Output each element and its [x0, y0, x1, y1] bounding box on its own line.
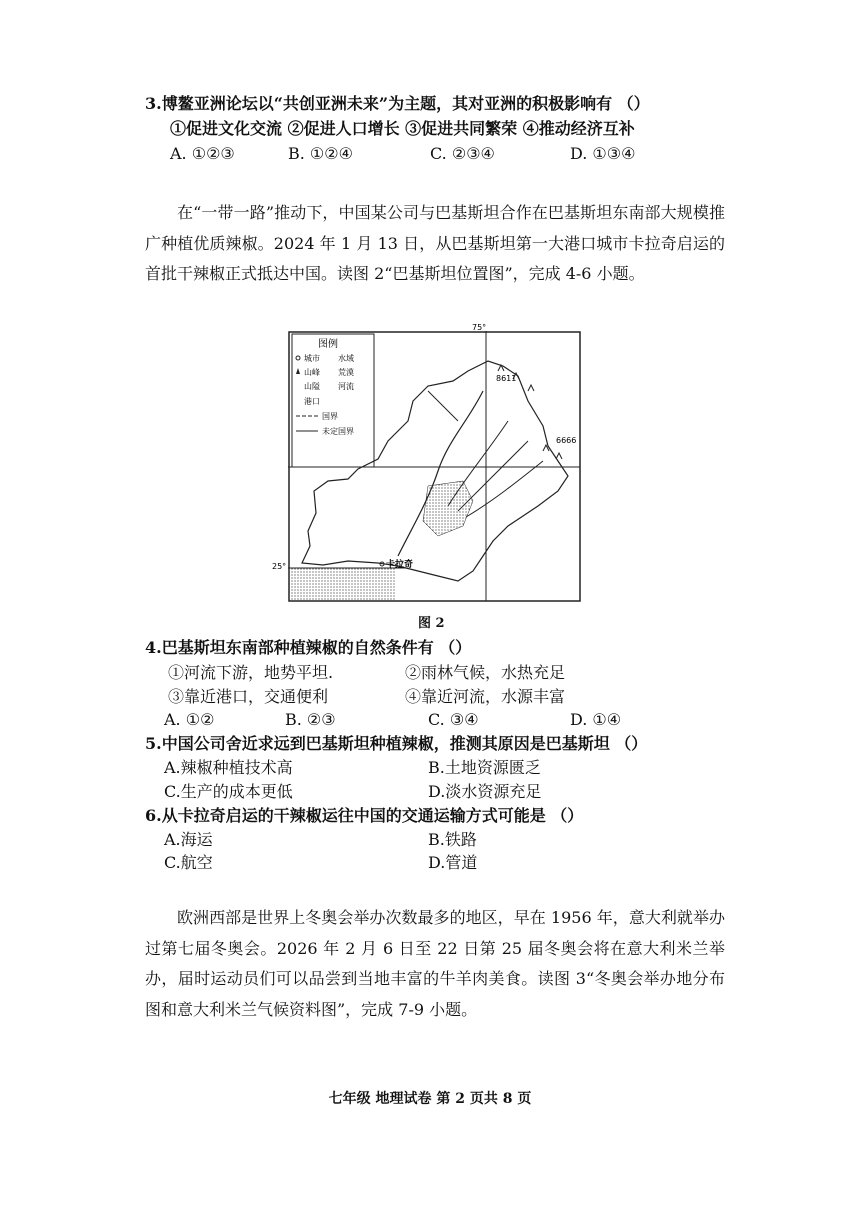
- peak-k2-label: 8611: [496, 374, 517, 383]
- latitude-label: 25°: [272, 562, 287, 571]
- passage-pakistan: 在“一带一路”推动下，中国某公司与巴基斯坦合作在巴基斯坦东南部大规模推广种植优质辣椒。2024 年 1 月 13 日，从巴基斯坦第一大港口城市卡拉奇启运的首批干辣椒正式抵达中国。读图 2“巴基斯坦位置图”，完成 4-6 小题。: [145, 203, 725, 283]
- legend-pass-label: 山隘: [304, 382, 320, 391]
- peak-east-label: 6666: [556, 436, 577, 445]
- q4-option-d: D. ①④: [570, 710, 622, 729]
- karachi-label: 卡拉奇: [386, 560, 414, 570]
- q5-option-a: A.辣椒种植技术高: [164, 758, 293, 777]
- q4-stem: 4.巴基斯坦东南部种植辣椒的自然条件有 （）: [145, 638, 472, 657]
- q5-stem: 5.中国公司舍近求远到巴基斯坦种植辣椒，推测其原因是巴基斯坦 （）: [145, 734, 648, 753]
- q4-item-4: ④靠近河流，水源丰富: [405, 687, 566, 706]
- pakistan-location-map: [272, 323, 582, 603]
- legend-peak-label: 山峰: [304, 368, 320, 377]
- map-legend: [292, 334, 374, 467]
- q3-option-d: D. ①③④: [570, 144, 636, 163]
- q4-option-a: A. ①②: [164, 710, 215, 729]
- legend-border-label: 国界: [322, 412, 338, 421]
- legend-city-label: 城市: [304, 354, 320, 363]
- q3-option-a: A. ①②③: [170, 144, 235, 163]
- q6-option-a: A.海运: [164, 830, 213, 849]
- q4-item-3: ③靠近港口，交通便利: [168, 687, 329, 706]
- figure-caption: 图 2: [418, 616, 445, 631]
- q4-option-c: C. ③④: [428, 710, 479, 729]
- q6-option-c: C.航空: [164, 853, 213, 872]
- legend-title: 图例: [318, 339, 338, 350]
- q5-option-b: B.土地资源匮乏: [428, 758, 541, 777]
- legend-port-label: 港口: [304, 397, 320, 406]
- q3-items: ①促进文化交流 ②促进人口增长 ③促进共同繁荣 ④推动经济互补: [170, 119, 635, 138]
- longitude-label: 75°: [472, 323, 487, 332]
- passage-winter-olympics: 欧洲西部是世界上冬奥会举办次数最多的地区，早在 1956 年，意大利就举办过第七届冬奥会。2026 年 2 月 6 日至 22 日第 25 届冬奥会将在意大利米兰举办，届时运动员们可以品尝到当地丰富的牛羊肉美食。读图 3“冬奥会举办地分布图和意大利米兰气候资料图”，完成 7-9 小题。: [145, 908, 725, 1019]
- legend-water-label: 水域: [338, 354, 354, 363]
- q5-option-c: C.生产的成本更低: [164, 782, 293, 801]
- legend-undefined-border-label: 未定国界: [322, 427, 354, 436]
- q3-option-c: C. ②③④: [430, 144, 495, 163]
- page-footer: 七年级 地理试卷 第 2 页共 8 页: [328, 1091, 532, 1107]
- q4-option-b: B. ②③: [285, 710, 336, 729]
- q5-option-d: D.淡水资源充足: [428, 782, 542, 801]
- q4-item-2: ②雨林气候，水热充足: [405, 663, 566, 682]
- legend-desert-label: 荒漠: [338, 368, 354, 377]
- q4-item-1: ①河流下游，地势平坦.: [168, 663, 334, 682]
- q3-option-b: B. ①②④: [288, 144, 353, 163]
- sea-area: [290, 568, 395, 600]
- q6-stem: 6.从卡拉奇启运的干辣椒运往中国的交通运输方式可能是 （）: [145, 806, 584, 825]
- q6-option-d: D.管道: [428, 853, 478, 872]
- q6-option-b: B.铁路: [428, 830, 477, 849]
- q3-stem: 3.博鳌亚洲论坛以“共创亚洲未来”为主题，其对亚洲的积极影响有 （）: [145, 94, 650, 113]
- legend-river-label: 河流: [338, 382, 354, 391]
